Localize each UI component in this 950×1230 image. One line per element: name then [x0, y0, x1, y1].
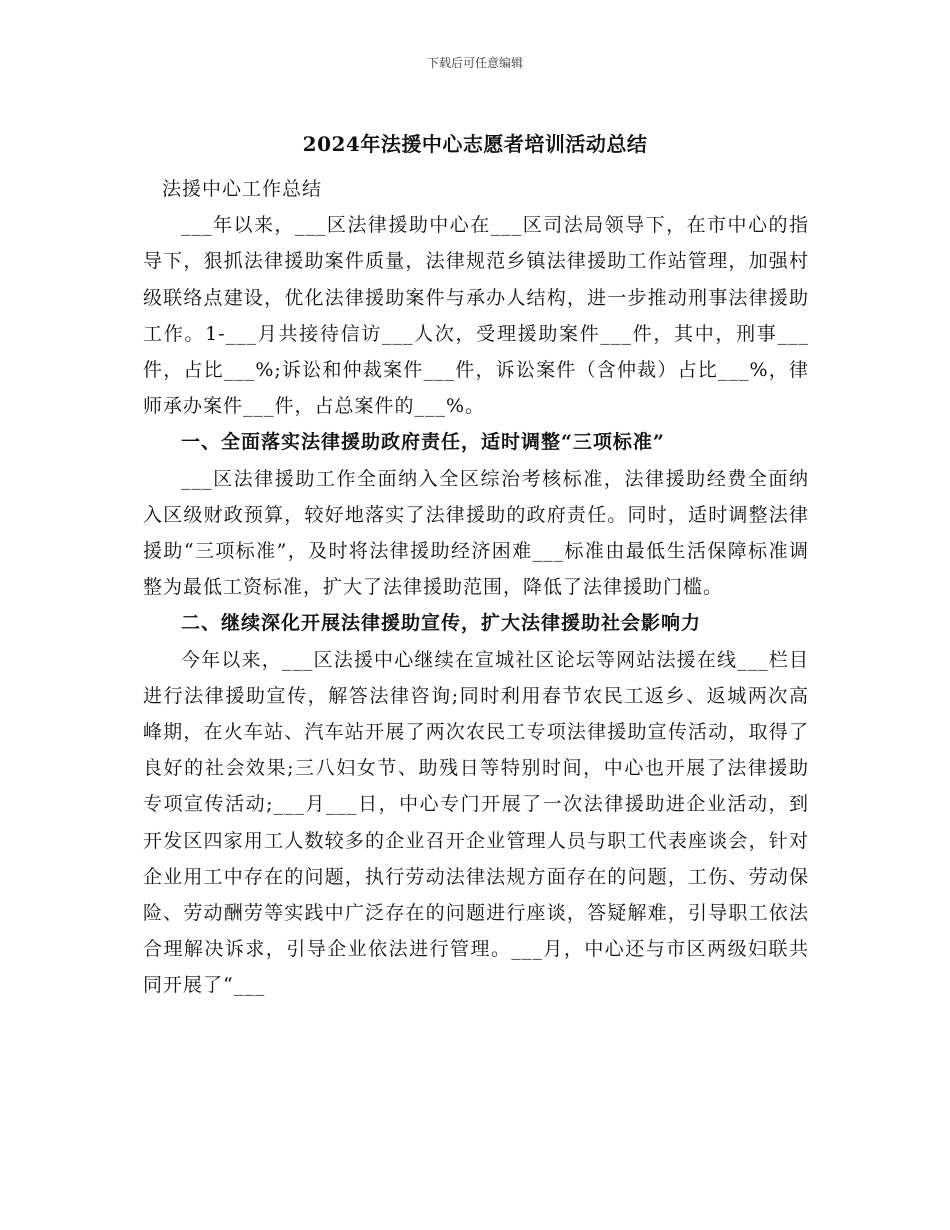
section-1-paragraph: ___区法律援助工作全面纳入全区综治考核标准，法律援助经费全面纳入区级财政预算，较好地落实了法律援助的政府责任。同时，适时调整法律援助“三项标准”，及时将法律援助经济困难___标准由最低生活保障标准调整为最低工资标准，扩大了法律援助范围，降低了法律援助门槛。 — [143, 467, 809, 599]
document-title: 2024年法援中心志愿者培训活动总结 — [302, 132, 648, 156]
section-2-paragraph: 今年以来，___区法援中心继续在宣城社区论坛等网站法援在线___栏目进行法律援助宣传，解答法律咨询;同时利用春节农民工返乡、返城两次高峰期，在火车站、汽车站开展了两次农民工专项法律援助宣传活动，取得了良好的社会效果;三八妇女节、助残日等特别时间，中心也开展了法律援助专项宣传活动;___月___日，中心专门开展了一次法律援助进企业活动，到开发区四家用工人数较多的企业召开企业管理人员与职工代表座谈会，针对企业用工中存在的问题，执行劳动法律法规方面存在的问题，工伤、劳动保险、劳动酬劳等实践中广泛存在的问题进行座谈，答疑解难，引导职工依法合理解决诉求，引导企业依法进行管理。___月，中心还与市区两级妇联共同开展了“___ — [143, 648, 809, 997]
intro-paragraph: ___年以来，___区法律援助中心在___区司法局领导下，在市中心的指导下，狠抓法律援助案件质量，法律规范乡镇法律援助工作站管理，加强村级联络点建设，优化法律援助案件与承办人结构，进一步推动刑事法律援助工作。1-___月共接待信访___人次，受理援助案件___件，其中，刑事___件，占比___%;诉讼和仲裁案件___件，诉讼案件（含仲裁）占比___%，律师承办案件___件，占总案件的___%。 — [143, 214, 809, 418]
document-body — [143, 171, 809, 1004]
section-1-heading: 一、全面落实法律援助政府责任，适时调整“三项标准” — [181, 431, 665, 454]
section-2-heading: 二、继续深化开展法律援助宣传，扩大法律援助社会影响力 — [181, 612, 702, 635]
header-note: 下载后可任意编辑 — [426, 56, 523, 70]
document-subtitle: 法援中心工作总结 — [162, 178, 323, 200]
